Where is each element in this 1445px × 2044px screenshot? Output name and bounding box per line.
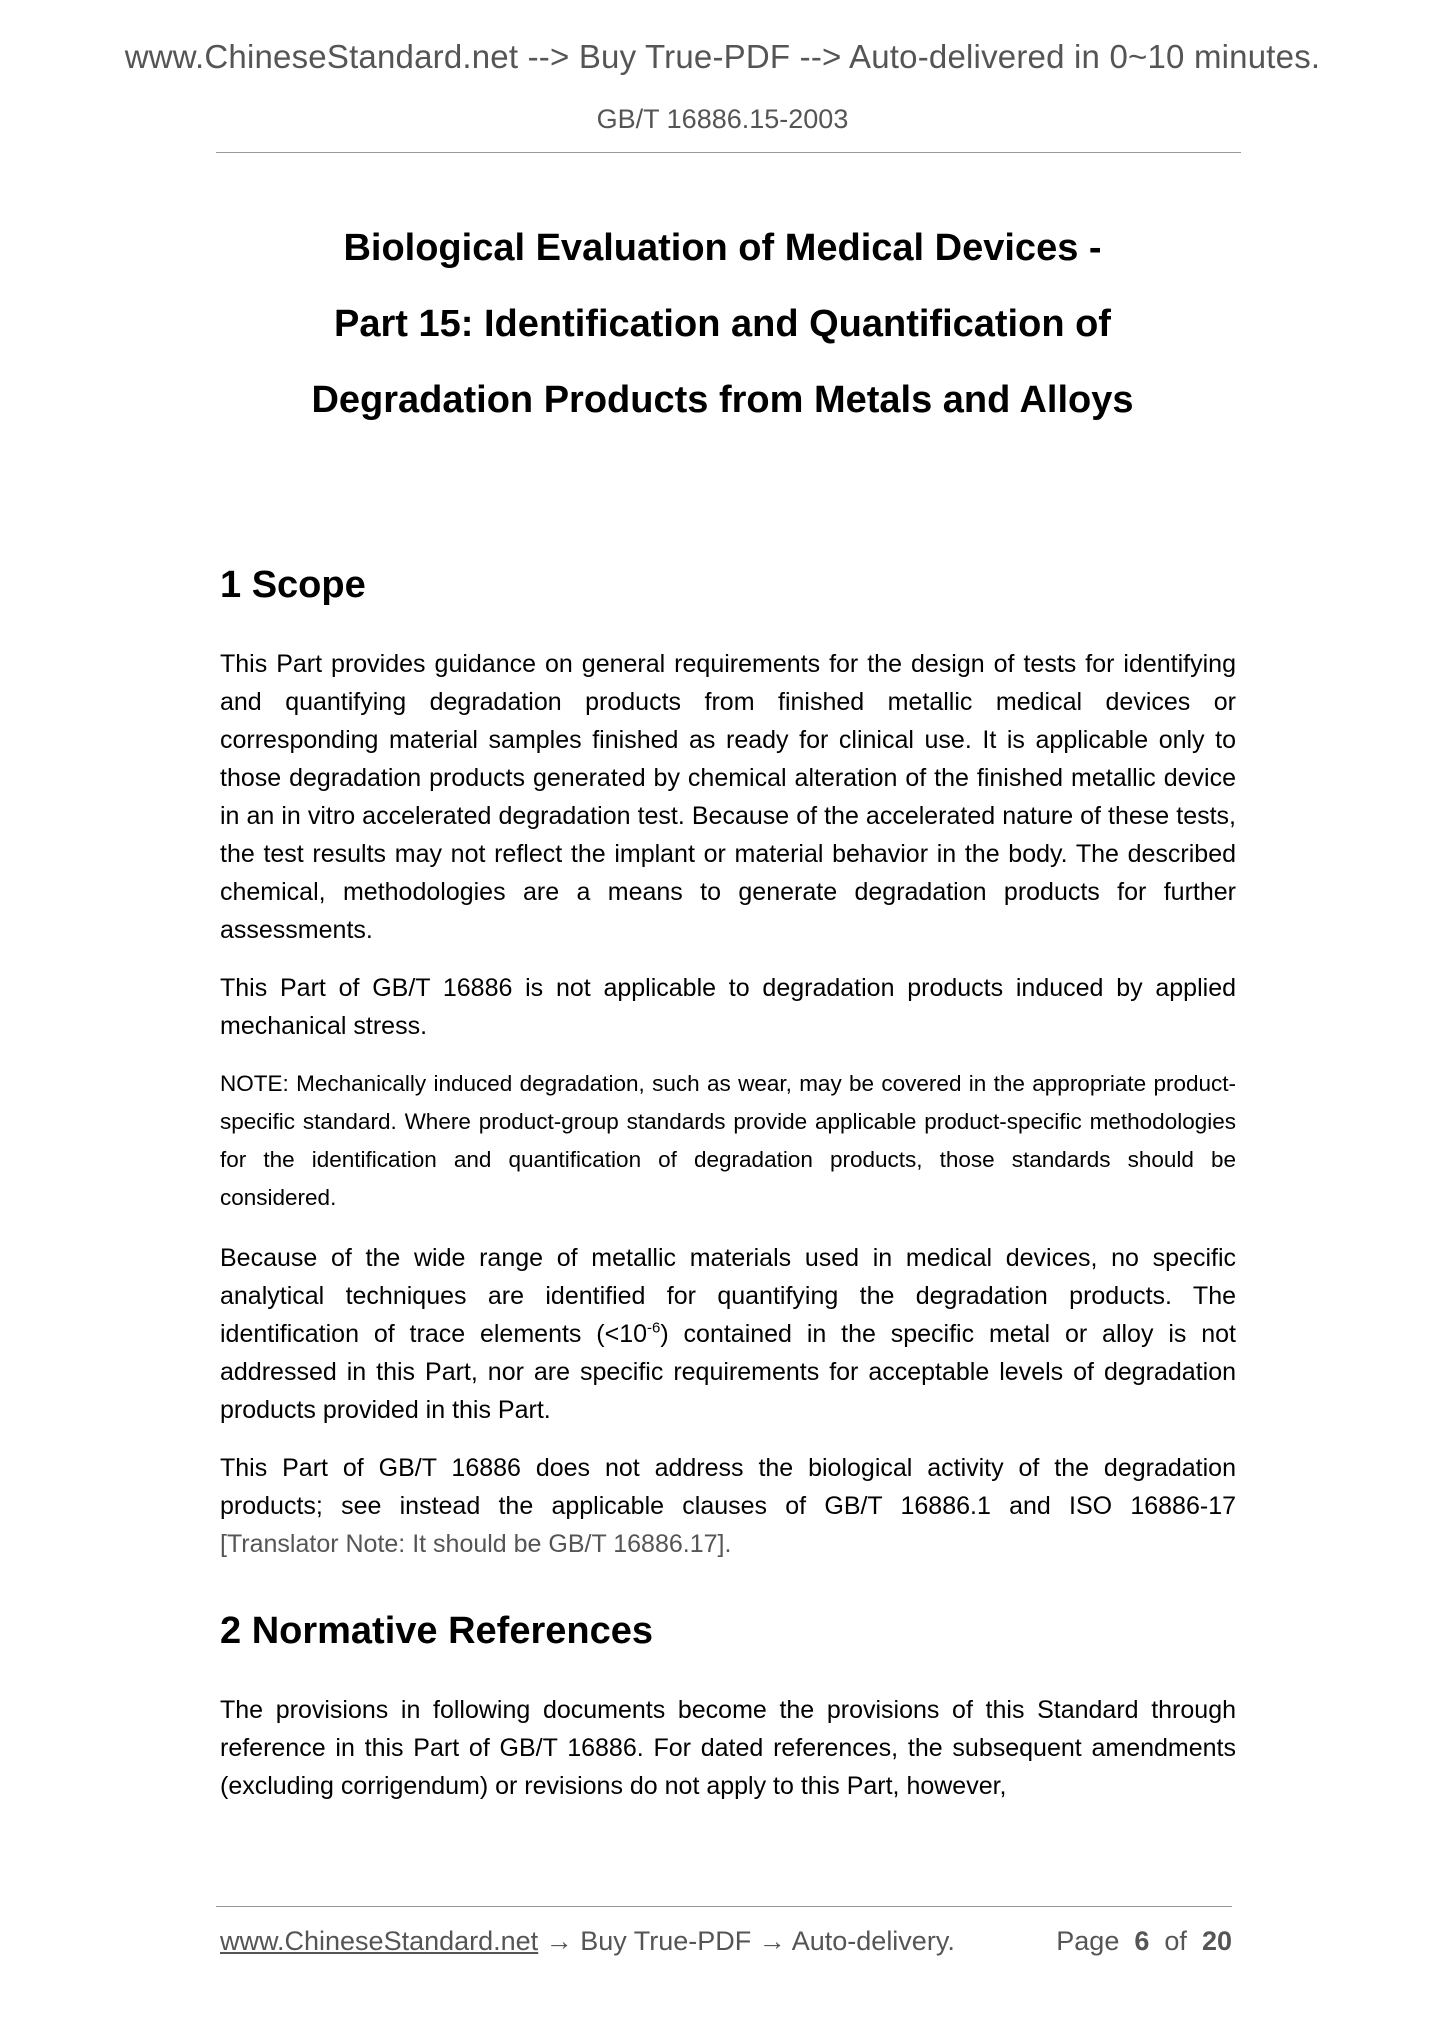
page-footer [220, 1926, 1232, 1957]
of-label: of [1164, 1926, 1187, 1956]
title-line-2: Part 15: Identification and Quantification of [334, 303, 1111, 345]
header-divider [216, 152, 1241, 153]
footer-promo-text: → Buy True-PDF → Auto-delivery. [538, 1926, 955, 1956]
scope-paragraph-4-text: This Part of GB/T 16886 does not address the biological activity of the degradation products; see instead the applicable clauses of GB/T 16886.1 and ISO 16886-17 [220, 1454, 1236, 1520]
footer-divider [216, 1906, 1232, 1907]
exponent: -6 [647, 1319, 661, 1337]
title-line-1: Biological Evaluation of Medical Devices - [343, 227, 1102, 269]
translator-note: [Translator Note: It should be GB/T 16886.17]. [220, 1530, 732, 1558]
document-body [220, 555, 1236, 1825]
scope-paragraph-3-text-a: Because of the wide range of metallic materials used in medical devices, no specific analytical techniques are identified for quantifying the degradation products. The identification of trace elements (<10 [220, 1244, 1236, 1348]
scope-note: NOTE: Mechanically induced degradation, such as wear, may be covered in the appropriate product-specific standard. Where product-group standards provide applicable product-specific methodologies for the identification and quantification of degradation products, those standards should be considered. [220, 1071, 1236, 1210]
normative-references-paragraph-1: The provisions in following documents become the provisions of this Standard through reference in this Part of GB/T 16886. For dated references, the subsequent amendments (excluding corrigendum) or revisions do not apply to this Part, however, [220, 1696, 1236, 1800]
section-heading-scope: 1 Scope [220, 564, 366, 606]
page-label: Page [1056, 1926, 1120, 1956]
scope-paragraph-2: This Part of GB/T 16886 is not applicable to degradation products induced by applied mechanical stress. [220, 974, 1236, 1040]
page-counter [1056, 1926, 1232, 1957]
current-page: 6 [1134, 1926, 1150, 1956]
site-banner: www.ChineseStandard.net --> Buy True-PDF --> Auto-delivered in 0~10 minutes. [124, 38, 1321, 75]
scope-paragraph-4 [220, 1449, 1236, 1563]
document-id: GB/T 16886.15-2003 [596, 104, 849, 134]
scope-paragraph-1: This Part provides guidance on general requirements for the design of tests for identifying and quantifying degradation products from finished metallic medical devices or corresponding material samples finished as ready for clinical use. It is applicable only to those degradation products generated by chemical alteration of the finished metallic device in an in vitro accelerated degradation test. Because of the accelerated nature of these tests, the test results may not reflect the implant or material behavior in the body. The described chemical, methodologies are a means to generate degradation products for further assessments. [220, 650, 1236, 944]
total-pages: 20 [1201, 1926, 1232, 1956]
footer-site-link[interactable]: www.ChineseStandard.net [220, 1926, 539, 1956]
scope-paragraph-3 [220, 1239, 1236, 1429]
title-line-3: Degradation Products from Metals and Alloys [311, 379, 1134, 421]
footer-promo [220, 1926, 955, 1957]
section-heading-normative-references: 2 Normative References [220, 1610, 653, 1652]
document-title [0, 210, 1445, 438]
scope-paragraph-3-text-b: ) contained in the specific metal or alloy is not addressed in this Part, nor are specific requirements for acceptable levels of degradation products provided in this Part. [220, 1320, 1236, 1424]
